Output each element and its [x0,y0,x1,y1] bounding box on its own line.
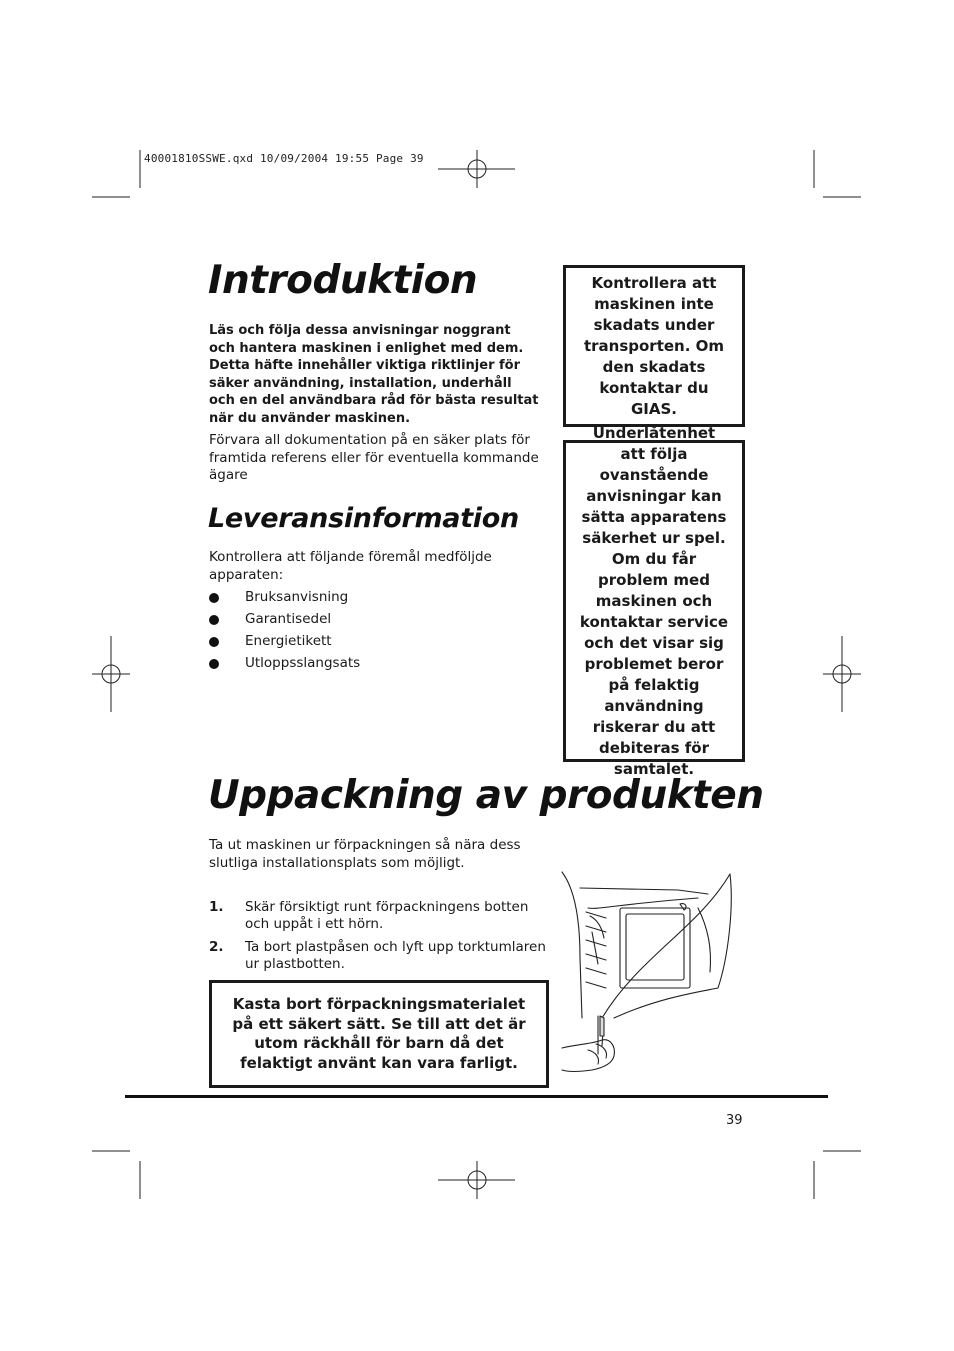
transport-note-text: Kontrollera att maskinen inte skadats under transporten. Om den skadats kontaktar du GIAS. [583,273,725,418]
bullet-icon [209,659,219,669]
bullet-icon [209,615,219,625]
liability-note-box [563,423,745,778]
step-number: 2. [209,939,224,955]
packaging-warning-box [209,980,549,1088]
packaging-warning-text: Kasta bort förpackningsmaterialet på ett säkert sätt. Se till att det är utom räckhåll för barn då det felaktigt använt kan vara farligt. [232,995,526,1072]
bullet-icon [209,593,219,603]
delivery-title: Leveransinformation [208,503,519,534]
delivery-paragraph: Kontrollera att följande föremål medföljde apparaten: [209,549,492,583]
unpacking-illustration [558,868,748,1080]
file-slug: 40001810SSWE.qxd 10/09/2004 19:55 Page 39 [144,152,424,165]
footer-rule [125,1095,828,1098]
unpack-paragraph: Ta ut maskinen ur förpackningen så nära dess slutliga installationsplats som möjligt. [209,837,521,871]
step-item [209,939,554,973]
unpack-title: Uppackning av produkten [208,773,764,818]
bullet-icon [209,637,219,647]
intro-bold-paragraph: Läs och följa dessa anvisningar noggrant och hantera maskinen i enlighet med dem. Detta häfte innehåller viktiga riktlinjer för säker användning, installation, underhåll och en del användbara råd för bästa resultat när du använder maskinen. [209,323,539,426]
list-item-text: Energietikett [245,633,332,649]
list-item-text: Utloppsslangsats [245,655,361,671]
list-item-text: Garantisedel [245,611,332,627]
step-text: Skär försiktigt runt förpackningens botten och uppåt i ett hörn. [245,899,529,932]
page-number: 39 [726,1113,743,1128]
step-number: 1. [209,899,224,915]
transport-note-box [563,265,745,427]
step-text: Ta bort plastpåsen och lyft upp torktumlaren ur plastbotten. [245,939,546,972]
intro-title: Introduktion [208,258,478,303]
liability-note-text: Underlåtenhet att följa ovanstående anvisningar kan sätta apparatens säkerhet ur spel. Om du får problem med maskinen och kontaktar service och det visar sig problemet beror på felaktig användning riskerar du att debiteras för samtalet. [579,423,729,778]
list-item-text: Bruksanvisning [245,589,349,605]
step-item [209,899,554,933]
intro-paragraph: Förvara all dokumentation på en säker plats för framtida referens eller för eventuella kommande ägare [209,432,539,483]
